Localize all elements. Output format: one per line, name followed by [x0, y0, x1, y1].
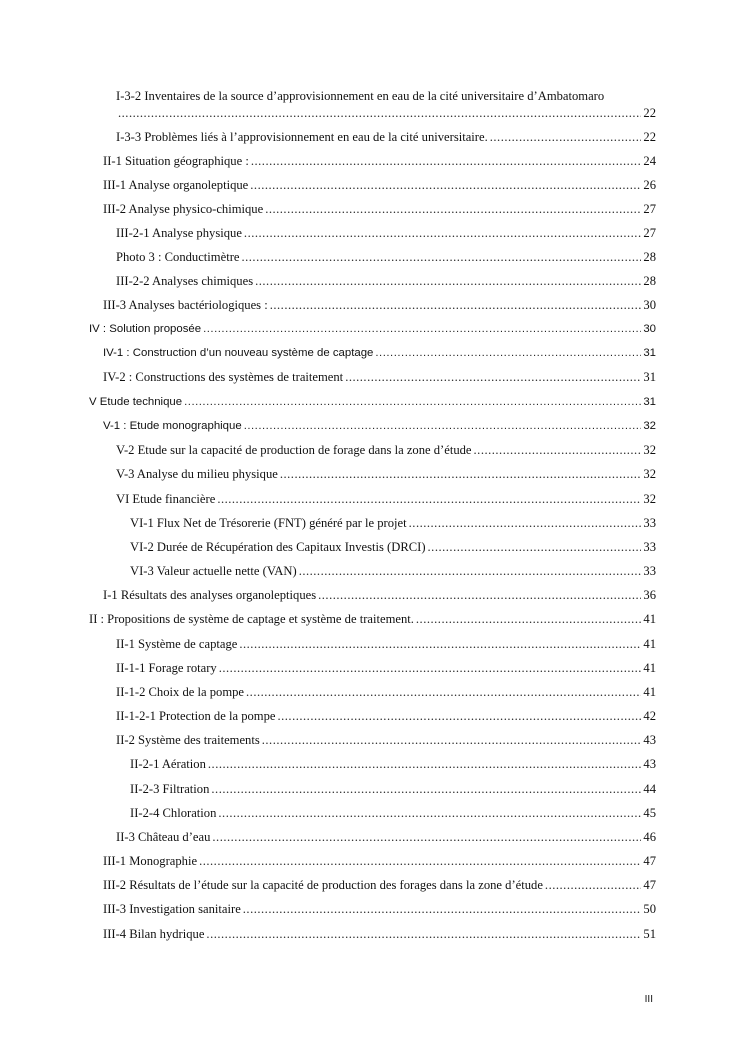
toc-entry[interactable]: [130, 756, 656, 773]
toc-entry-title: III-2-1 Analyse physique: [116, 226, 242, 240]
toc-entry-page: 50: [643, 902, 656, 916]
toc-leader-dots: [299, 563, 642, 580]
toc-entry-title: VI-2 Durée de Récupération des Capitaux Investis (DRCI): [130, 540, 426, 554]
toc-leader-dots: [218, 805, 641, 822]
toc-entry-page: 51: [643, 927, 656, 941]
toc-entry-page: 41: [643, 612, 656, 626]
toc-leader-dots: [244, 418, 642, 435]
toc-entry-page: 31: [643, 370, 656, 384]
toc-entry-title: V-3 Analyse du milieu physique: [116, 467, 278, 481]
toc-entry-page: 41: [643, 685, 656, 699]
toc-entry[interactable]: [103, 853, 656, 870]
toc-entry[interactable]: [116, 249, 656, 266]
toc-entry-title: V Etude technique: [89, 396, 183, 408]
toc-entry-page: 26: [643, 178, 656, 192]
toc-leader-dots: [255, 273, 641, 290]
toc-entry-page: 33: [643, 516, 656, 530]
toc-entry[interactable]: [130, 539, 656, 556]
toc-entry[interactable]: [116, 466, 656, 483]
toc-entry-page: 46: [643, 830, 656, 844]
toc-leader-dots: [280, 466, 642, 483]
toc-entry[interactable]: [130, 805, 656, 822]
toc-entry-title: III-2 Analyse physico-chimique: [103, 202, 264, 216]
toc-leader-dots: [474, 442, 642, 459]
toc-entry-page: 43: [643, 757, 656, 771]
toc-entry[interactable]: [116, 684, 656, 701]
toc-entry-page: 31: [643, 396, 656, 408]
toc-leader-dots: [217, 491, 641, 508]
toc-entry-title: III-1 Monographie: [103, 854, 198, 868]
toc-entry-title: III-2 Résultats de l’étude sur la capacité de production des forages dans la zone d’étude: [103, 878, 543, 892]
toc-entry-title: III-3 Investigation sanitaire: [103, 902, 241, 916]
toc-entry-title: III-2-2 Analyses chimiques: [116, 274, 254, 288]
toc-entry[interactable]: [103, 587, 656, 604]
toc-leader-dots: [206, 926, 641, 943]
toc-entry-page: 47: [643, 878, 656, 892]
toc-entry[interactable]: [116, 708, 656, 725]
toc-entry-page: 32: [643, 492, 656, 506]
toc-entry-page: 33: [643, 540, 656, 554]
toc-entry-page: 27: [643, 202, 656, 216]
toc-entry[interactable]: [116, 660, 656, 677]
toc-entry-page: 22: [643, 130, 656, 144]
toc-leader-dots: [428, 539, 642, 556]
toc-entry-title: II-2-1 Aération: [130, 757, 206, 771]
toc-entry-title: VI-1 Flux Net de Trésorerie (FNT) généré par le projet: [130, 516, 407, 530]
toc-leader-dots: [416, 611, 642, 628]
toc-leader-dots: [244, 225, 641, 242]
toc-entry[interactable]: [116, 129, 656, 146]
toc-entry[interactable]: [116, 636, 656, 653]
toc-entry-title: II-3 Château d’eau: [116, 830, 211, 844]
toc-entry[interactable]: [103, 418, 656, 435]
toc-entry-title: IV-1 : Construction d’un nouveau système de captage: [103, 347, 374, 359]
toc-entry[interactable]: [103, 177, 656, 194]
toc-entry[interactable]: [130, 515, 656, 532]
toc-leader-dots: [203, 321, 641, 338]
toc-leader-dots: [184, 394, 641, 411]
toc-leader-dots: [212, 829, 641, 846]
toc-leader-dots: [345, 369, 641, 386]
toc-leader-dots: [241, 249, 641, 266]
toc-entry[interactable]: [89, 611, 656, 628]
toc-entry[interactable]: [103, 926, 656, 943]
toc-entry-page: 33: [643, 564, 656, 578]
toc-entry-page: 22: [643, 106, 656, 120]
toc-entry[interactable]: [116, 105, 656, 122]
toc-entry-title: V-1 : Etude monographique: [103, 420, 242, 432]
toc-entry[interactable]: [103, 877, 656, 894]
toc-leader-dots: [545, 877, 641, 894]
toc-entry[interactable]: [130, 563, 656, 580]
toc-entry-title: III-3 Analyses bactériologiques :: [103, 298, 268, 312]
toc-entry-page: 31: [643, 347, 656, 359]
toc-entry-title: I-3-2 Inventaires de la source d’approvisionnement en eau de la cité universitaire d’Ambatomaro: [116, 89, 605, 103]
toc-entry-title: IV : Solution proposée: [89, 323, 202, 335]
toc-entry-title: I-3-3 Problèmes liés à l’approvisionnement en eau de la cité universitaire.: [116, 130, 488, 144]
toc-entry-title: II-2 Système des traitements: [116, 733, 260, 747]
toc-leader-dots: [118, 105, 641, 122]
toc-entry[interactable]: [89, 394, 656, 411]
toc-entry[interactable]: [116, 225, 656, 242]
toc-entry-title: II-2-4 Chloration: [130, 806, 217, 820]
toc-leader-dots: [246, 684, 641, 701]
toc-leader-dots: [208, 756, 642, 773]
toc-entry[interactable]: [103, 345, 656, 362]
page-number: III: [644, 994, 653, 1005]
toc-entry-page: 47: [643, 854, 656, 868]
toc-entry-page: 30: [643, 298, 656, 312]
toc-leader-dots: [243, 901, 642, 918]
toc-entry[interactable]: [116, 442, 656, 459]
toc-entry[interactable]: [89, 321, 656, 338]
toc-entry-title: II-1 Situation géographique :: [103, 154, 249, 168]
toc-entry-page: 28: [643, 250, 656, 264]
toc-leader-dots: [219, 660, 642, 677]
toc-entry-title: II-1-2-1 Protection de la pompe: [116, 709, 276, 723]
toc-leader-dots: [211, 781, 641, 798]
toc-leader-dots: [199, 853, 641, 870]
toc-entry[interactable]: [103, 297, 656, 314]
toc-entry-page: 43: [643, 733, 656, 747]
toc-entry-page: 32: [643, 443, 656, 457]
toc-entry-page: 28: [643, 274, 656, 288]
toc-entry-page: 24: [643, 154, 656, 168]
toc-entry-page: 30: [643, 323, 656, 335]
toc-leader-dots: [409, 515, 642, 532]
toc-entry[interactable]: [116, 491, 656, 508]
toc-leader-dots: [250, 177, 641, 194]
toc-entry-page: 32: [643, 467, 656, 481]
toc-entry-title: II-2-3 Filtration: [130, 782, 210, 796]
toc-leader-dots: [490, 129, 642, 146]
toc-entry-page: 41: [643, 661, 656, 675]
toc-entry-title: III-4 Bilan hydrique: [103, 927, 205, 941]
toc-entry-page: 36: [643, 588, 656, 602]
toc-entry[interactable]: [116, 732, 656, 749]
toc-entry-title: VI Etude financière: [116, 492, 216, 506]
toc-entry[interactable]: [103, 369, 656, 386]
toc-entry-page: 41: [643, 637, 656, 651]
toc-leader-dots: [239, 636, 641, 653]
toc-entry-title: II-1-1 Forage rotary: [116, 661, 217, 675]
toc-leader-dots: [265, 201, 641, 218]
toc-entry-page: 27: [643, 226, 656, 240]
toc-entry-title: I-1 Résultats des analyses organoleptiques: [103, 588, 317, 602]
toc-entry-page: 32: [643, 420, 656, 432]
toc-leader-dots: [270, 297, 642, 314]
toc-entry-title: Photo 3 : Conductimètre: [116, 250, 240, 264]
toc-entry-page: 42: [643, 709, 656, 723]
toc-leader-dots: [262, 732, 642, 749]
toc-entry[interactable]: [116, 829, 656, 846]
toc-leader-dots: [375, 345, 641, 362]
toc-leader-dots: [251, 153, 642, 170]
toc-entry-title: II : Propositions de système de captage et système de traitement.: [89, 612, 414, 626]
toc-entry-title: VI-3 Valeur actuelle nette (VAN): [130, 564, 297, 578]
toc-entry[interactable]: [116, 273, 656, 290]
toc-leader-dots: [318, 587, 641, 604]
toc-entry[interactable]: [103, 901, 656, 918]
toc-entry-title: III-1 Analyse organoleptique: [103, 178, 249, 192]
toc-entry-title: II-1 Système de captage: [116, 637, 238, 651]
toc-leader-dots: [277, 708, 641, 725]
toc-entry[interactable]: [103, 201, 656, 218]
toc-entry-page: 45: [643, 806, 656, 820]
toc-entry[interactable]: [130, 781, 656, 798]
toc-entry[interactable]: [103, 153, 656, 170]
toc-entry-title: II-1-2 Choix de la pompe: [116, 685, 245, 699]
toc-entry-title: IV-2 : Constructions des systèmes de traitement: [103, 370, 344, 384]
toc-entry-page: 44: [643, 782, 656, 796]
toc-entry-title: V-2 Etude sur la capacité de production de forage dans la zone d’étude: [116, 443, 472, 457]
